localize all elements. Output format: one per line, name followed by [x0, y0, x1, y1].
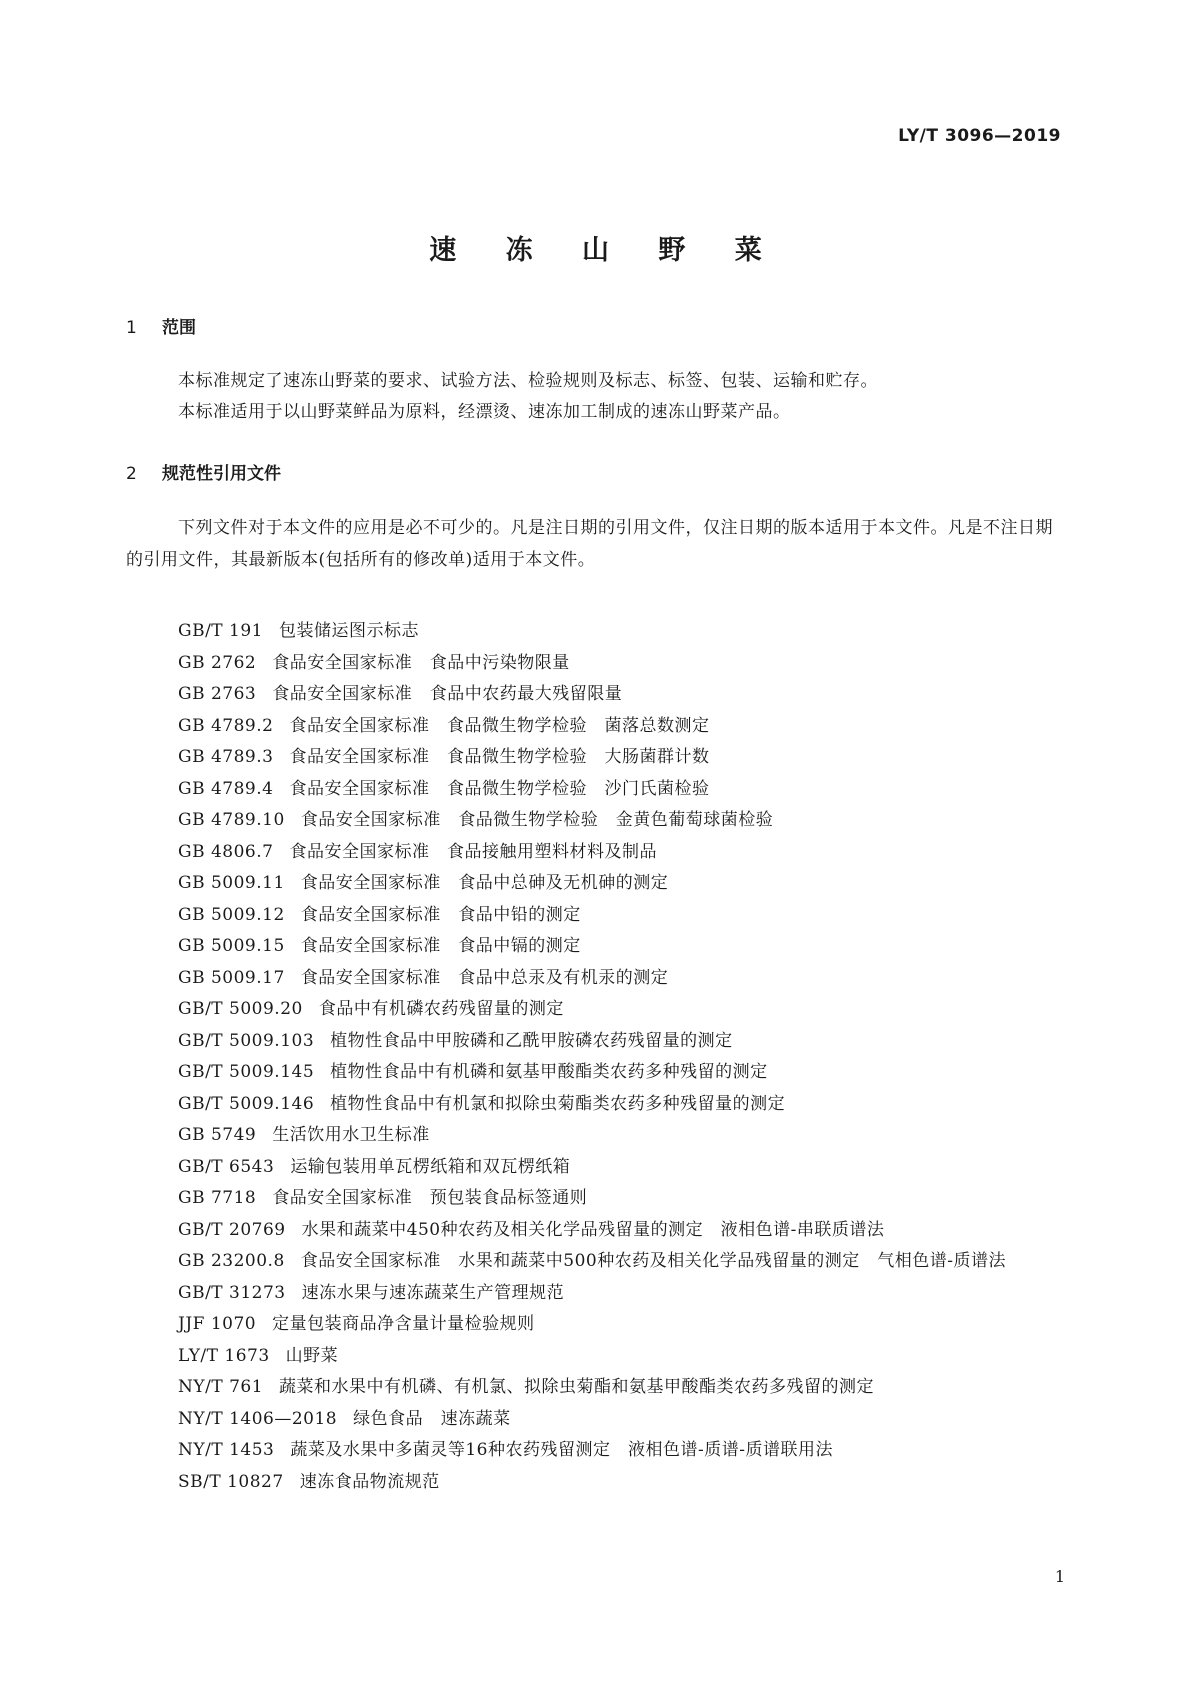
- reference-code: GB 5009.11: [178, 873, 285, 893]
- reference-item: [126, 1341, 1064, 1373]
- reference-item: [126, 1404, 1064, 1436]
- reference-item: [126, 1026, 1064, 1058]
- reference-code: GB 5749: [178, 1125, 257, 1145]
- reference-code: GB 5009.12: [178, 904, 285, 925]
- reference-item: [126, 963, 1064, 995]
- reference-code: NY/T 761: [178, 1377, 264, 1397]
- reference-item: [126, 1215, 1064, 1247]
- reference-code: GB/T 5009.145: [178, 1062, 315, 1082]
- reference-code: GB 4789.3: [178, 747, 274, 767]
- reference-code: JJF 1070: [178, 1314, 257, 1334]
- reference-item: [126, 1372, 1064, 1404]
- reference-title: 植物性食品中甲胺磷和乙酰甲胺磷农药残留量的测定: [330, 1030, 733, 1051]
- reference-title: 山野菜: [285, 1345, 339, 1366]
- reference-item: [126, 1120, 1064, 1152]
- reference-title: 运输包装用单瓦楞纸箱和双瓦楞纸箱: [290, 1156, 571, 1177]
- reference-item: [126, 1057, 1064, 1089]
- reference-item: [126, 742, 1064, 774]
- section-number: 2: [126, 464, 137, 484]
- page-number: 1: [1054, 1567, 1065, 1586]
- reference-title: 食品安全国家标准 预包装食品标签通则: [272, 1188, 588, 1208]
- reference-item: [126, 1435, 1064, 1467]
- reference-title: 食品安全国家标准 食品中总汞及有机汞的测定: [300, 967, 669, 988]
- reference-code: GB 5009.15: [178, 936, 285, 956]
- reference-item: [126, 994, 1064, 1026]
- reference-item: [126, 868, 1064, 900]
- reference-item: [126, 1089, 1064, 1121]
- reference-title: 速冻食品物流规范: [299, 1471, 440, 1492]
- reference-title: 食品中有机磷农药残留量的测定: [318, 999, 564, 1019]
- section-number: 1: [126, 318, 137, 338]
- reference-list: [126, 616, 1064, 1498]
- reference-code: NY/T 1453: [178, 1440, 275, 1460]
- reference-code: GB/T 20769: [178, 1219, 286, 1240]
- reference-title: 定量包装商品净含量计量检验规则: [272, 1314, 535, 1334]
- reference-title: 蔬菜和水果中有机磷、有机氯、拟除虫菊酯和氨基甲酸酯类农药多残留的测定: [279, 1377, 875, 1397]
- reference-title: 食品安全国家标准 食品中农药最大残留限量: [272, 684, 623, 704]
- reference-code: GB 5009.17: [178, 967, 285, 988]
- reference-title: 食品安全国家标准 食品接触用塑料材料及制品: [289, 841, 657, 862]
- reference-title: 食品安全国家标准 食品中总砷及无机砷的测定: [300, 873, 669, 893]
- reference-title: 食品安全国家标准 食品中镉的测定: [300, 936, 581, 956]
- references-intro: 下列文件对于本文件的应用是必不可少的。凡是注日期的引用文件，仅注日期的版本适用于本文件。凡是不注日期的引用文件，其最新版本(包括所有的修改单)适用于本文件。: [126, 518, 1053, 570]
- reference-title: 食品安全国家标准 食品微生物学检验 金黄色葡萄球菌检验: [300, 810, 774, 830]
- reference-code: GB 7718: [178, 1188, 257, 1208]
- reference-title: 食品安全国家标准 食品微生物学检验 沙门氏菌检验: [289, 778, 710, 799]
- reference-code: GB 2763: [178, 684, 257, 704]
- section-2-heading: [126, 459, 281, 484]
- reference-title: 食品安全国家标准 水果和蔬菜中500种农药及相关化学品残留量的测定 气相色谱-质谱法: [300, 1251, 1006, 1271]
- reference-code: NY/T 1406—2018: [178, 1408, 338, 1429]
- reference-item: [126, 616, 1064, 648]
- reference-code: GB 4806.7: [178, 841, 274, 862]
- reference-title: 食品安全国家标准 食品微生物学检验 大肠菌群计数: [289, 747, 710, 767]
- reference-code: GB 4789.10: [178, 810, 285, 830]
- reference-item: [126, 774, 1064, 806]
- reference-item: [126, 931, 1064, 963]
- section-title: 范围: [162, 318, 196, 338]
- reference-title: 植物性食品中有机氯和拟除虫菊酯类农药多种残留量的测定: [330, 1093, 786, 1114]
- reference-code: SB/T 10827: [178, 1471, 284, 1492]
- reference-item: [126, 837, 1064, 869]
- scope-paragraph-1: 本标准规定了速冻山野菜的要求、试验方法、检验规则及标志、标签、包装、运输和贮存。: [178, 371, 878, 391]
- reference-code: GB 2762: [178, 652, 257, 673]
- reference-code: LY/T 1673: [178, 1345, 270, 1366]
- reference-item: [126, 805, 1064, 837]
- reference-title: 包装储运图示标志: [279, 621, 419, 641]
- reference-code: GB 23200.8: [178, 1251, 285, 1271]
- standard-code: LY/T 3096—2019: [898, 126, 1061, 146]
- reference-title: 速冻水果与速冻蔬菜生产管理规范: [301, 1282, 565, 1303]
- reference-title: 食品安全国家标准 食品中污染物限量: [272, 652, 570, 673]
- reference-item: [126, 1467, 1064, 1499]
- reference-code: GB/T 31273: [178, 1282, 286, 1303]
- reference-item: [126, 711, 1064, 743]
- reference-code: GB/T 5009.103: [178, 1030, 315, 1051]
- reference-title: 水果和蔬菜中450种农药及相关化学品残留量的测定 液相色谱-串联质谱法: [301, 1219, 885, 1240]
- reference-title: 植物性食品中有机磷和氨基甲酸酯类农药多种残留的测定: [330, 1062, 768, 1082]
- reference-code: GB/T 191: [178, 621, 263, 641]
- reference-item: [126, 679, 1064, 711]
- reference-title: 绿色食品 速冻蔬菜: [353, 1408, 511, 1429]
- reference-title: 蔬菜及水果中多菌灵等16种农药残留测定 液相色谱-质谱-质谱联用法: [290, 1440, 833, 1460]
- reference-code: GB/T 5009.146: [178, 1093, 315, 1114]
- reference-item: [126, 1309, 1064, 1341]
- reference-item: [126, 648, 1064, 680]
- reference-title: 食品安全国家标准 食品中铅的测定: [300, 904, 581, 925]
- reference-code: GB 4789.2: [178, 715, 274, 736]
- reference-item: [126, 1278, 1064, 1310]
- scope-paragraph-2: 本标准适用于以山野菜鲜品为原料，经漂烫、速冻加工制成的速冻山野菜产品。: [178, 402, 791, 422]
- reference-code: GB 4789.4: [178, 778, 274, 799]
- reference-code: GB/T 6543: [178, 1156, 275, 1177]
- reference-code: GB/T 5009.20: [178, 999, 303, 1019]
- document-title: 速 冻 山 野 菜: [429, 235, 782, 266]
- section-title: 规范性引用文件: [162, 464, 281, 484]
- reference-title: 食品安全国家标准 食品微生物学检验 菌落总数测定: [289, 715, 710, 736]
- reference-title: 生活饮用水卫生标准: [272, 1125, 430, 1145]
- reference-item: [126, 900, 1064, 932]
- section-1-heading: [126, 313, 196, 338]
- reference-item: [126, 1183, 1064, 1215]
- reference-item: [126, 1152, 1064, 1184]
- reference-item: [126, 1246, 1064, 1278]
